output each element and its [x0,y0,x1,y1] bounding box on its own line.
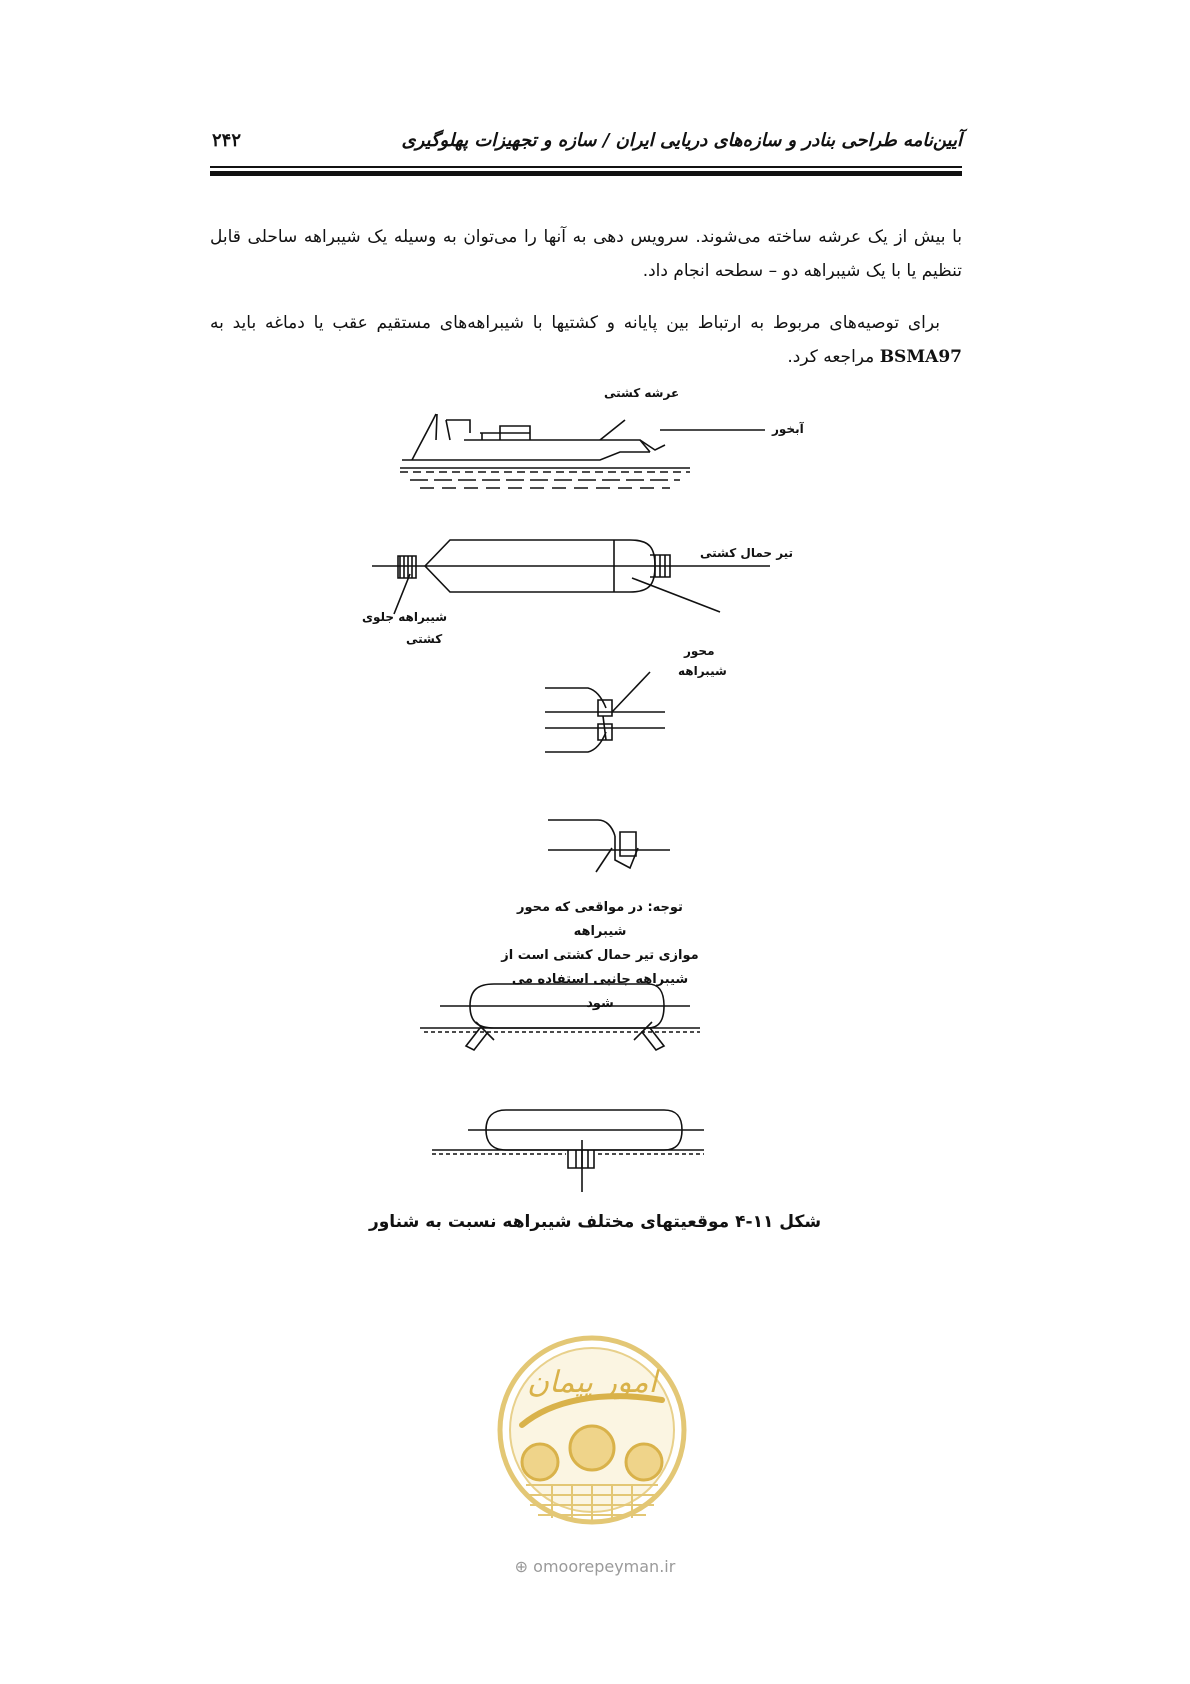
watermark-url-text: omoorepeyman.ir [533,1557,676,1576]
paragraph-2-tail: مراجعه کرد. [787,347,875,367]
standard-reference: BSMA97 [879,347,962,367]
seal-text: امور پیمان [527,1365,657,1400]
ramp-axis-diagram [545,672,665,752]
page-number: ۲۴۲ [212,130,242,151]
figure-caption: شکل ۱۱-۴ موقعیتهای مختلف شیبراهه نسبت به شناور [368,1212,822,1232]
note-line-1: توجه: در مواقعی که محور شیبراهه [517,900,683,939]
label-deck: عرشه کشتی [604,386,680,400]
paragraph-1: با بیش از یک عرشه ساخته می‌شوند. سرویس دهی به آنها را می‌توان به وسیله یک شیبراهه ساحلی قابل تنظیم یا با یک شیبراهه دو – سطحه انجام داد. [210,227,962,281]
label-front-ramp-1: شیبراهه جلوی [362,610,448,624]
note-line-2: موازی تیر حمال کشتی است از [501,948,699,963]
figure-note [500,896,700,1016]
ship-side-view [400,414,765,488]
label-ramp-axis-1: محور [684,644,715,658]
label-ramp-axis-2: شیبراهه [678,664,727,678]
pontoon-bottom-ramp [432,1110,704,1192]
side-ramp-diagram [548,820,670,872]
running-title: آیین‌نامه طراحی بنادر و سازه‌های دریایی ایران / سازه و تجهیزات پهلوگیری [401,130,962,151]
paragraph-2-text: برای توصیه‌های مربوط به ارتباط بین پایانه و کشتیها با شیبراهه‌های مستقیم عقب یا دماغه باید به [210,313,940,333]
label-girder: تیر حمال کشتی [700,546,794,560]
label-draft: آبخور [772,422,804,436]
watermark-seal [492,1330,692,1560]
note-line-3: شیبراهه جانبی استفاده می شود [511,972,689,1011]
globe-icon: ⊕ [514,1557,529,1576]
watermark-url [0,1557,1190,1576]
label-front-ramp-2: کشتی [406,632,443,646]
